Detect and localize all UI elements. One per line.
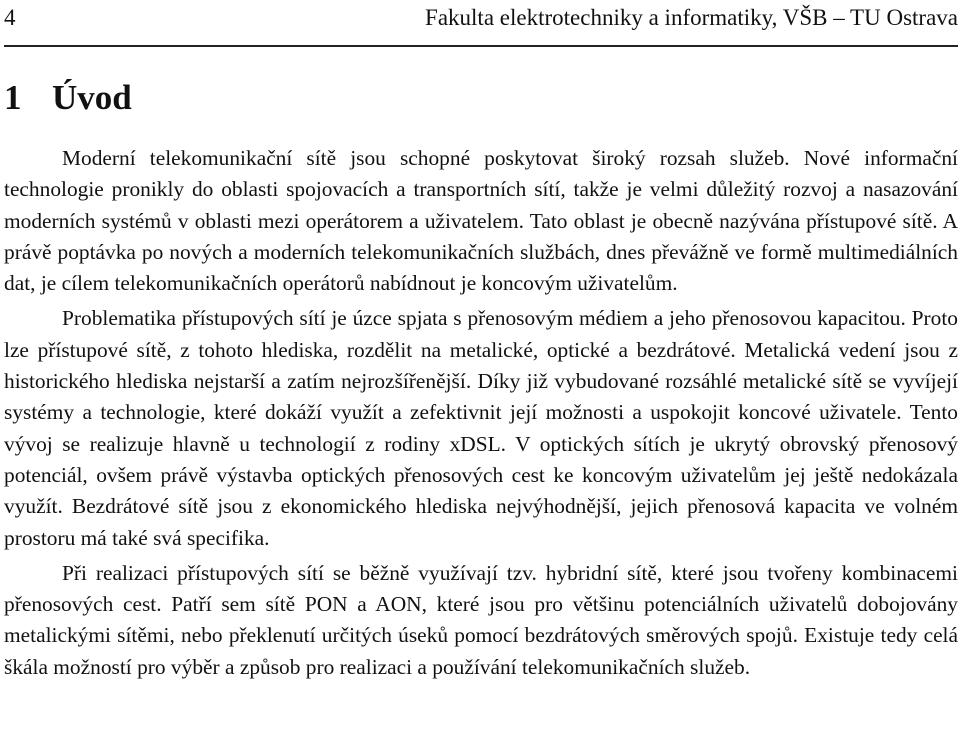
chapter-title: Úvod	[52, 78, 132, 117]
chapter-heading	[4, 76, 132, 120]
header-rule	[4, 45, 958, 47]
paragraph: Při realizaci přístupových sítí se běžně využívají tzv. hybridní sítě, které jsou tvořeny kombinacemi přenosových cest. Patří sem sítě PON a AON, které jsou pro většinu potenciálních uživatelů dobojovány metalickými sítěmi, nebo překlenutí určitých úseků pomocí bezdrátových směrových spojů. Existuje tedy celá škála možností pro výběr a způsob pro realizaci a používání telekomunikačních služeb.	[4, 560, 958, 679]
page-number: 4	[4, 5, 16, 30]
paragraph: Moderní telekomunikační sítě jsou schopné poskytovat široký rozsah služeb. Nové informační technologie pronikly do oblasti spojovacích a transportních sítí, takže je velmi důležitý rozvoj a nasazování moderních systémů v oblasti mezi operátorem a uživatelem. Tato oblast je obecně nazývána přístupové sítě. A právě poptávka po nových a moderních telekomunikačních službách, dnes převážně ve formě multimediálních dat, je cílem telekomunikačních operátorů nabídnout je koncovým uživatelům.	[4, 146, 958, 296]
chapter-number: 1	[4, 78, 22, 117]
header-institution: Fakulta elektrotechniky a informatiky, VŠB – TU Ostrava	[425, 5, 958, 30]
body-text	[4, 143, 958, 683]
paragraph: Problematika přístupových sítí je úzce spjata s přenosovým médiem a jeho přenosovou kapacitou. Proto lze přístupové sítě, z tohoto hlediska, rozdělit na metalické, optické a bezdrátové. Metalická vedení jsou z historického hlediska nejstarší a zatím nejrozšířenější. Díky již vybudované rozsáhlé metalické sítě se vyvíjejí systémy a technologie, které dokáží využít a zefektivnit její možnosti a uspokojit koncové uživatele. Tento vývoj se realizuje hlavně u technologií z rodiny xDSL. V optických sítích je ukrytý obrovský přenosový potenciál, ovšem právě výstavba optických přenosových cest ke koncovým uživatelům jej ještě nedokázala využít. Bezdrátové sítě jsou z ekonomického hlediska nejvýhodnější, jejich přenosová kapacita ve volném prostoru má také svá specifika.	[4, 306, 958, 550]
page-header	[4, 4, 958, 34]
